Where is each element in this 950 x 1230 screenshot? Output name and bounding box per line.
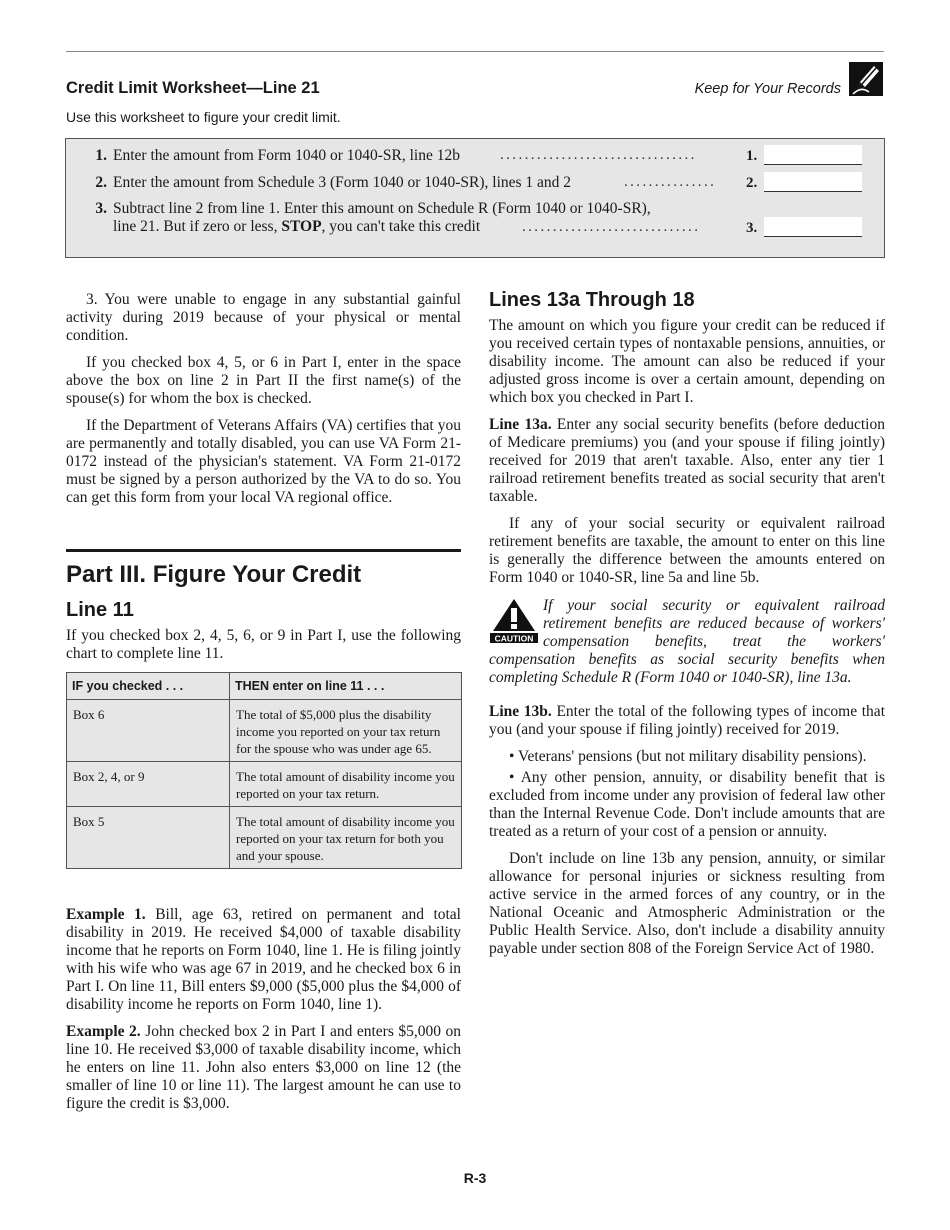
pencil-icon — [849, 62, 883, 96]
paragraph: If you checked box 4, 5, or 6 in Part I, enter in the space above the box on line 2 in Part II the first name(s) of the spouse(s) for whom the box is checked. — [66, 354, 461, 407]
table-row — [67, 700, 462, 762]
paragraph: If the Department of Veterans Affairs (VA) certifies that you are permanently and totally disabled, you can use VA Form 21-0172 instead of the physician's statement. VA Form 21-0172 must be signed by a person authorized by the VA to do so. You can get this form from your local VA regional office. — [66, 417, 461, 506]
chart-cell-if: Box 6 — [67, 700, 230, 762]
line-13a-paragraph — [489, 416, 885, 506]
worksheet-line-3 — [87, 199, 651, 218]
paragraph: If any of your social security or equivalent railroad retirement benefits are taxable, the amount to enter on this line is generally the difference between the amounts entered on Form 1040 or 1040-SR, line 5a and line 5b. — [489, 515, 885, 586]
leader-dots: ............... — [624, 174, 717, 190]
paragraph-text: Enter any social security benefits (before deduction of Medicare premiums) you (and your spouse if filing jointly) received for 2019 that aren't taxable. Also, enter any tier 1 railroad retirement benefits treated as social security that aren't taxable. — [489, 416, 885, 505]
stop-text: STOP — [281, 218, 322, 235]
worksheet-subtitle: Use this worksheet to figure your credit limit. — [66, 109, 341, 125]
paragraph: If you checked box 2, 4, 5, 6, or 9 in Part I, use the following chart to complete line 11. — [66, 627, 461, 662]
keep-for-records: Keep for Your Records — [694, 81, 841, 97]
caution-paragraph — [489, 597, 885, 687]
caution-text: If your social security or equivalent railroad retirement benefits are reduced because of workers' compensation benefits, treat the workers' compensation benefits as social security benefits when completing Schedule R (Form 1040 or 1040-SR), line 13a. — [489, 597, 885, 686]
line11-heading: Line 11 — [66, 599, 134, 621]
example-text: John checked box 2 in Part I and enters $5,000 on line 10. He received $3,000 of taxable disability income, which he enters on line 11. John also enters $3,000 on line 12 (the smaller of line 10 or line 11). The largest amount he can use to figure the credit is $3,000. — [66, 1023, 461, 1112]
chart-cell-then: The total amount of disability income you reported on your tax return for both you and your spouse. — [230, 807, 462, 869]
chart-cell-if: Box 5 — [67, 807, 230, 869]
caution-icon — [489, 597, 539, 643]
line-ref: 3. — [746, 220, 758, 236]
example-label: Example 1. — [66, 906, 146, 923]
worksheet-line-1 — [87, 146, 460, 165]
line11-intro — [66, 627, 461, 672]
worksheet-line-3-cont — [113, 218, 480, 236]
line-2-input[interactable] — [764, 172, 862, 192]
example-label: Example 2. — [66, 1023, 141, 1040]
bullet-item — [489, 748, 885, 766]
paragraph-text: Enter the total of the following types of income that you (and your spouse if filing jointly) received for 2019. — [489, 703, 885, 738]
chart-cell-then: The total of $5,000 plus the disability income you reported on your tax return for the spouse who was under age 65. — [230, 700, 462, 762]
chart-cell-then: The total amount of disability income you reported on your tax return. — [230, 762, 462, 807]
leader-dots: ................................ — [500, 147, 697, 163]
paragraph: 3. You were unable to engage in any substantial gainful activity during 2019 because of your physical or mental condition. — [66, 291, 461, 344]
line-number: 3. — [95, 200, 107, 217]
page-number: R-3 — [463, 1170, 487, 1186]
chart-header-then: THEN enter on line 11 . . . — [230, 673, 462, 700]
paragraph: Don't include on line 13b any pension, annuity, or similar allowance for personal injuries or sickness resulting from active service in the armed forces of any country, or in the National Oceanic and Atmospheric Administration or the Public Health Service. Also, don't include a disability annuity payable under section 808 of the Foreign Service Act of 1980. — [489, 850, 885, 957]
chart-header-if: IF you checked . . . — [67, 673, 230, 700]
line-ref: 1. — [746, 148, 758, 164]
example-text: Bill, age 63, retired on permanent and total disability in 2019. He received $4,000 of taxable disability income that he reports on Form 1040, line 1. He is filing jointly with his wife who was age 67 in 2019, and he checked box 6 in Part I. On line 11, Bill enters $9,000 ($5,000 plus the $4,000 of disability income he reports on Form 1040, line 1). — [66, 906, 461, 1013]
line-13b-paragraph — [489, 703, 885, 739]
line11-chart — [66, 672, 462, 869]
line-text: Subtract line 2 from line 1. Enter this amount on Schedule R (Form 1040 or 1040-SR), — [113, 200, 651, 217]
caution-label: CAUTION — [494, 633, 534, 643]
top-rule — [66, 51, 884, 52]
line-text: line 21. But if zero or less, — [113, 218, 282, 235]
line-label: Line 13a. — [489, 416, 552, 433]
worksheet-box — [65, 138, 885, 258]
lines-13a-18-heading: Lines 13a Through 18 — [489, 289, 695, 311]
table-row — [67, 762, 462, 807]
section-rule — [66, 549, 461, 552]
paragraph: The amount on which you figure your credit can be reduced if you received certain types of nontaxable pensions, annuities, or disability income. The amount can also be reduced if your adjusted gross income is over a certain amount, depending on which box you checked in Part I. — [489, 317, 885, 406]
worksheet-title: Credit Limit Worksheet—Line 21 — [66, 79, 320, 97]
chart-cell-if: Box 2, 4, or 9 — [67, 762, 230, 807]
line-1-input[interactable] — [764, 145, 862, 165]
bullet-item — [489, 769, 885, 841]
line-number: 1. — [95, 147, 107, 164]
right-column — [489, 317, 885, 967]
bullet-text: Veterans' pensions (but not military disability pensions). — [518, 748, 867, 765]
example-2 — [66, 1023, 461, 1113]
leader-dots: ............................. — [522, 219, 701, 235]
table-row — [67, 807, 462, 869]
left-column-top — [66, 291, 461, 516]
bullet-text: Any other pension, annuity, or disability benefit that is excluded from income under any provision of federal law other than the Internal Revenue Code. Don't include amounts that are treated as a return of your cost of a pension or annuity. — [489, 769, 886, 840]
examples — [66, 906, 461, 1122]
worksheet-line-2 — [87, 173, 571, 192]
line-number: 2. — [95, 174, 107, 191]
line-3-input[interactable] — [764, 217, 862, 237]
line-text: Enter the amount from Schedule 3 (Form 1040 or 1040-SR), lines 1 and 2 — [113, 174, 572, 191]
bullet-icon: • — [509, 769, 521, 786]
part-title: Part III. Figure Your Credit — [66, 561, 362, 588]
line-label: Line 13b. — [489, 703, 552, 720]
example-1 — [66, 906, 461, 1014]
line-text: , you can't take this credit — [321, 218, 481, 235]
line-text: Enter the amount from Form 1040 or 1040-SR, line 12b — [113, 147, 460, 164]
bullet-icon: • — [509, 748, 519, 765]
line-ref: 2. — [746, 175, 758, 191]
